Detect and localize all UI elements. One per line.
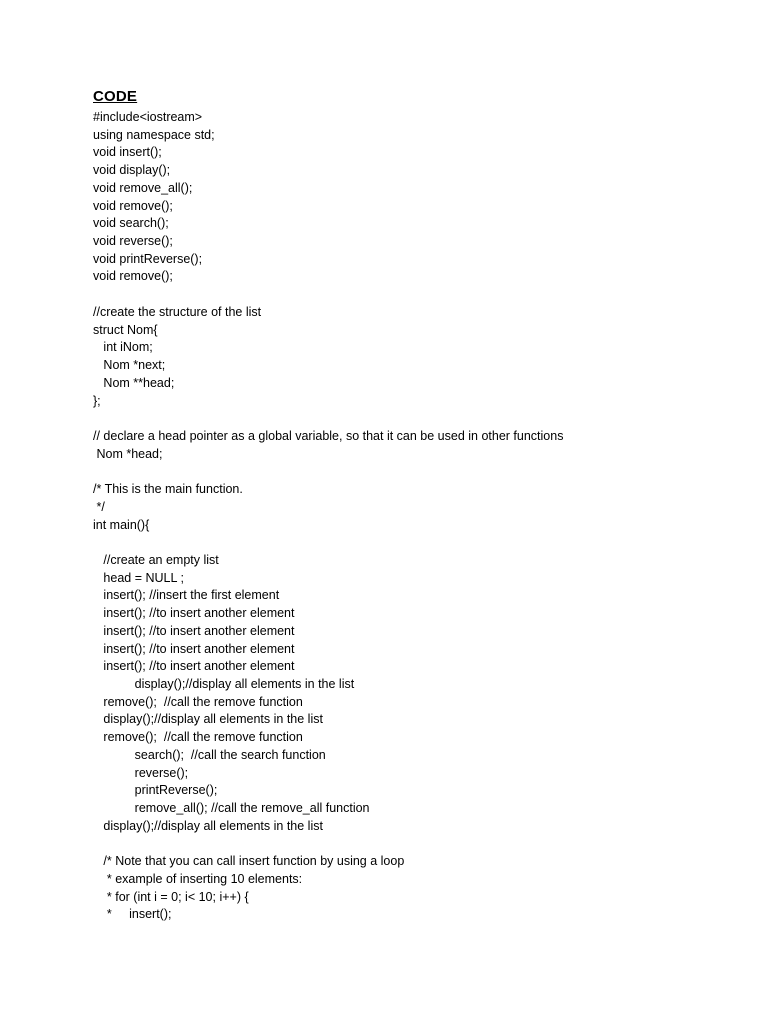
code-line: Nom *head; [93,446,163,461]
code-line: /* Note that you can call insert function by using a loop [93,854,405,869]
code-line: void remove_all(); [93,180,193,195]
code-line: insert(); //to insert another element [93,659,295,674]
code-line: void remove(); [93,198,173,213]
code-line: //create an empty list [93,552,219,567]
code-line: insert(); //to insert another element [93,606,295,621]
code-line: * for (int i = 0; i< 10; i++) { [93,889,249,904]
code-line: void reverse(); [93,234,173,249]
code-line: void remove(); [93,269,173,284]
code-line: int iNom; [93,340,153,355]
code-line: /* This is the main function. [93,482,243,497]
code-line: reverse(); [93,765,189,780]
code-line: using namespace std; [93,127,215,142]
code-line [93,835,563,853]
code-line: //create the structure of the list [93,304,262,319]
code-line: int main(){ [93,517,150,532]
code-line [93,534,563,552]
code-line: */ [93,499,105,514]
code-line: Nom *next; [93,358,166,373]
code-line: void search(); [93,216,169,231]
code-line: display();//display all elements in the list [93,677,355,691]
code-line: void display(); [93,163,171,178]
code-line: remove(); //call the remove function [93,694,303,709]
code-line: struct Nom{ [93,322,158,337]
code-line: * example of inserting 10 elements: [93,871,303,886]
document-heading: CODE [93,88,138,105]
code-line: search(); //call the search function [93,747,326,762]
code-line: Nom **head; [93,375,175,390]
code-line [93,463,563,481]
code-line: insert(); //to insert another element [93,623,295,638]
code-line: }; [93,393,101,408]
code-line [93,286,563,304]
code-line: // declare a head pointer as a global variable, so that it can be used in other functions [93,428,564,443]
code-line: void printReverse(); [93,251,203,266]
code-line: insert(); //to insert another element [93,641,295,656]
code-line: display();//display all elements in the list [93,818,323,833]
code-line: head = NULL ; [93,570,184,585]
code-line [93,410,563,428]
code-line: void insert(); [93,145,162,160]
code-line: remove_all(); //call the remove_all function [93,801,370,816]
code-line: * insert(); [93,907,172,922]
code-line: insert(); //insert the first element [93,588,280,603]
code-line: printReverse(); [93,783,218,798]
code-listing [93,109,563,924]
code-line: remove(); //call the remove function [93,730,303,745]
code-line: display();//display all elements in the list [93,712,323,727]
code-line: #include<iostream> [93,110,203,124]
